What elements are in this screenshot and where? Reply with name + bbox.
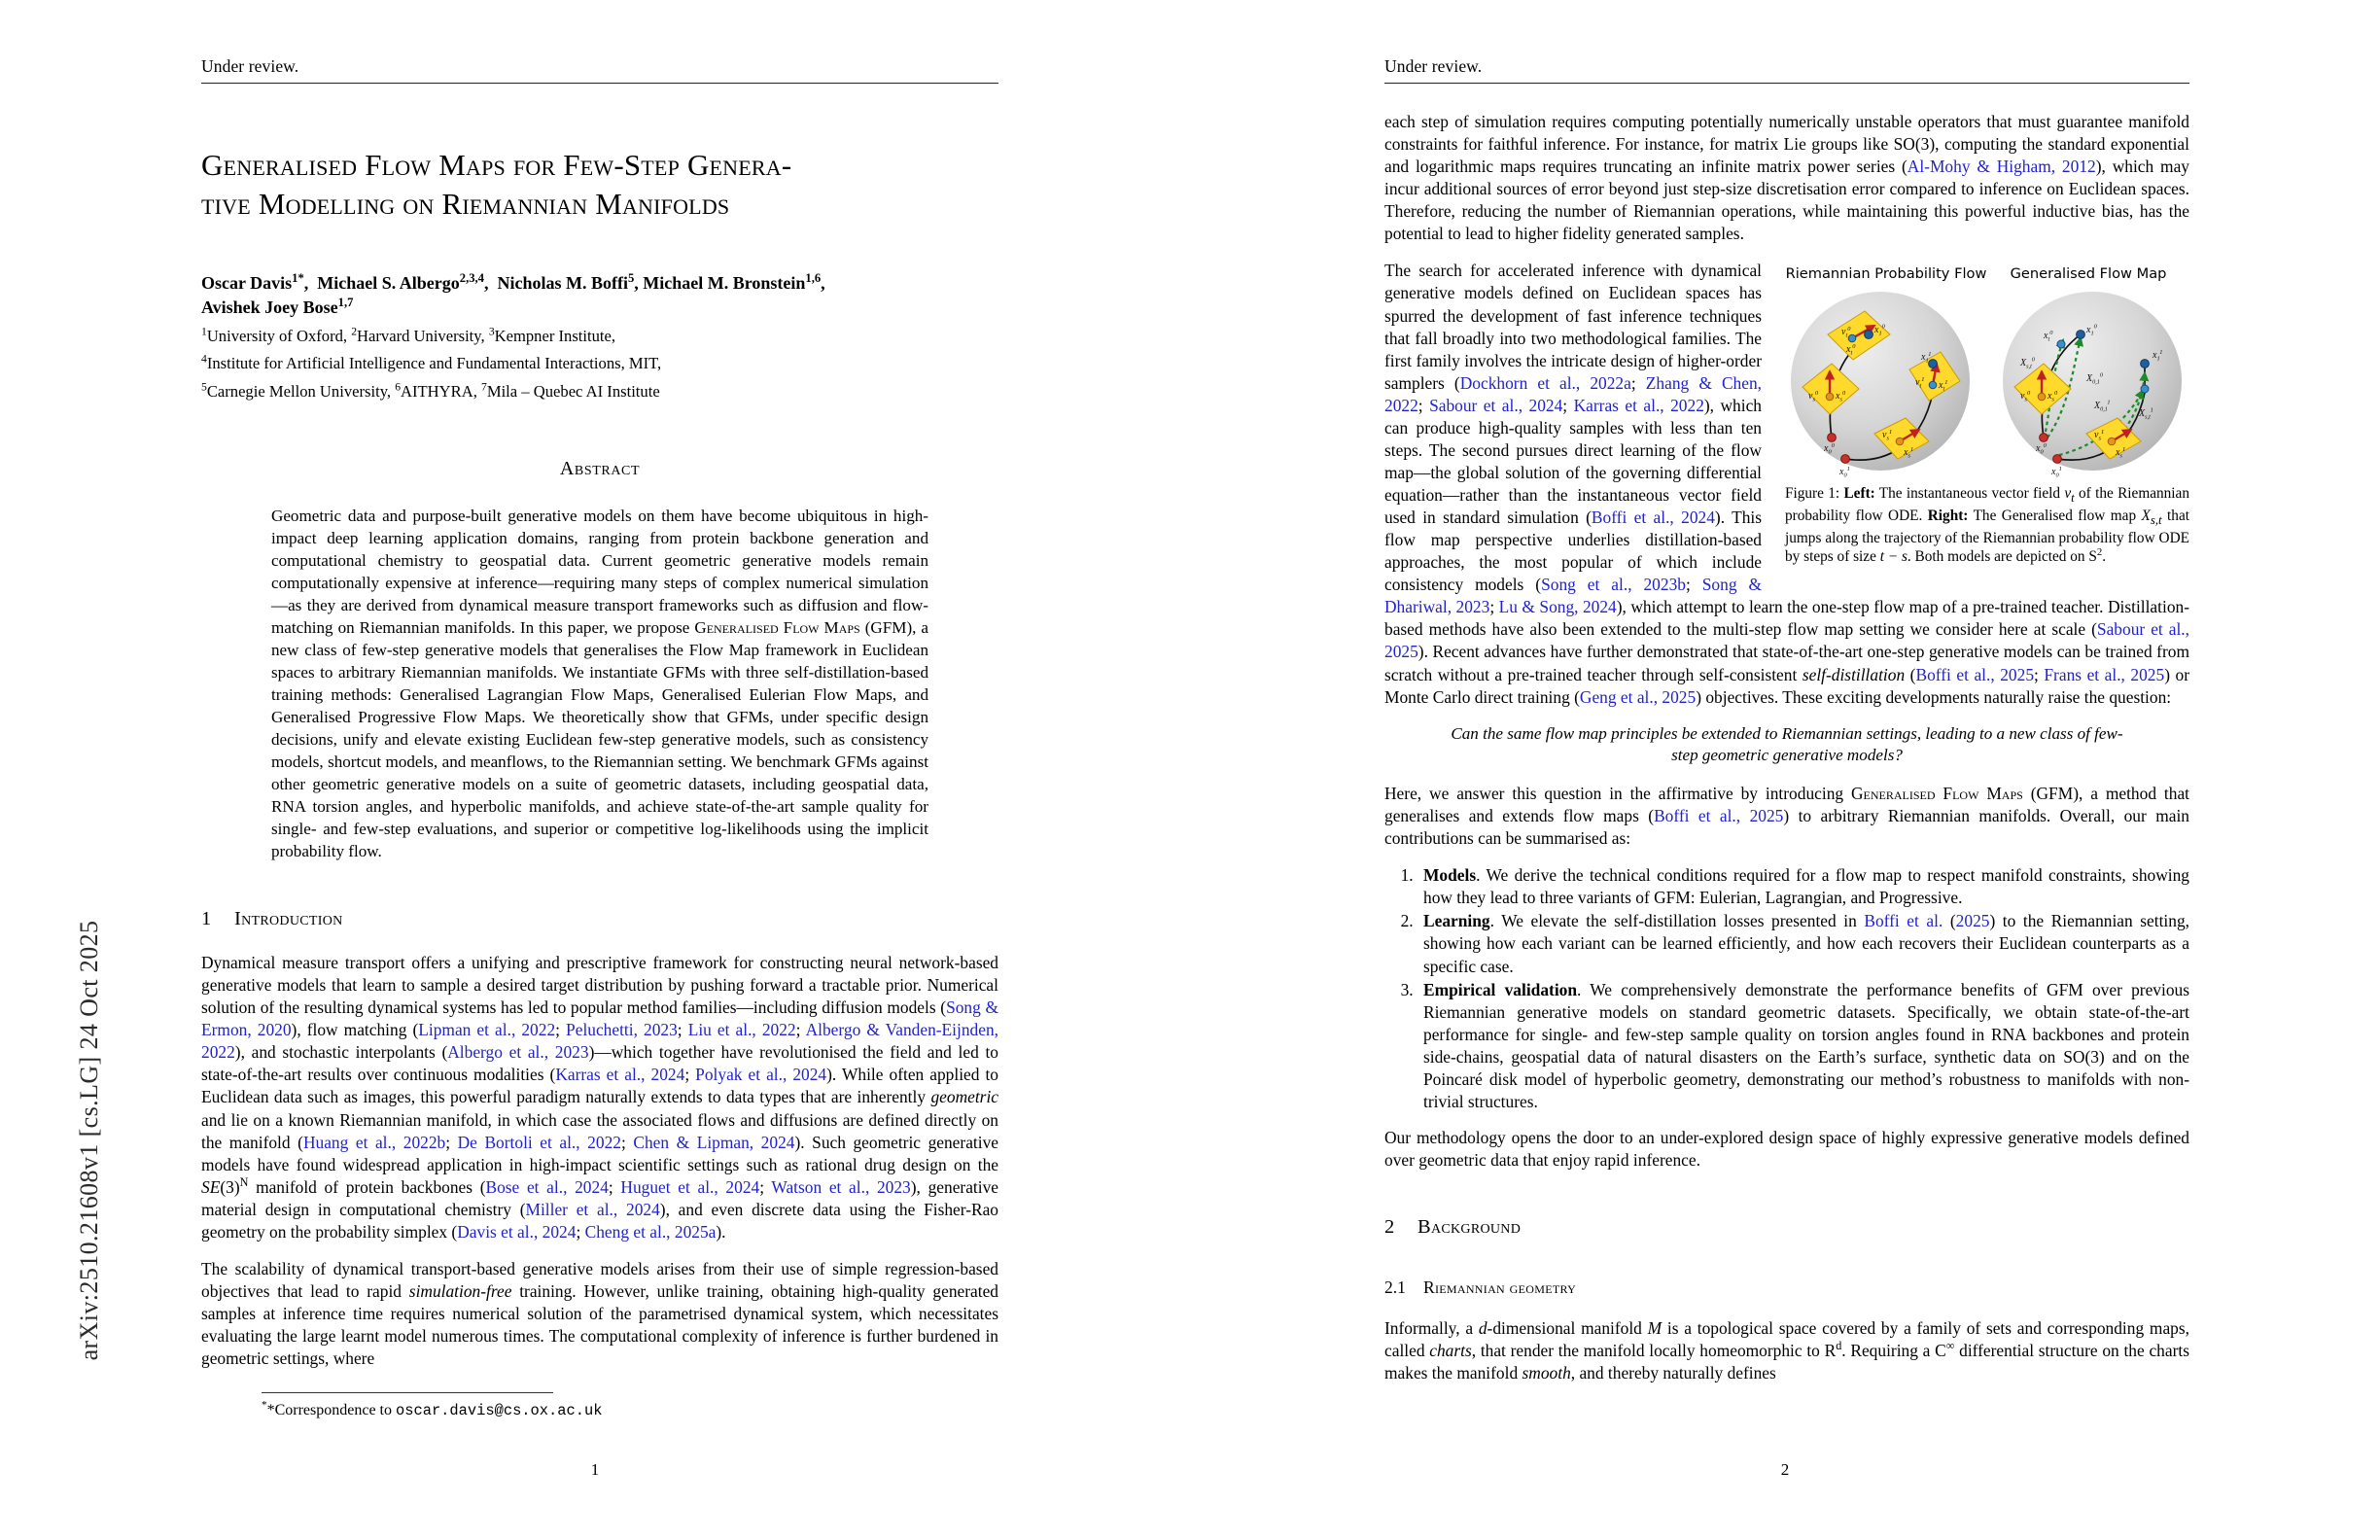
citation-link[interactable]: Liu et al., 2022 — [687, 1020, 796, 1040]
label-X-st-0: $X_{s,t}^0$ — [2020, 356, 2035, 370]
citation-link[interactable]: Sabour et al., 2025 — [1384, 619, 2189, 662]
label-v-t-1: $v_t^1$ — [1915, 376, 1925, 390]
list-item: 3. Empirical validation. We comprehensively demonstrate the performance benefits of GFM over previous Riemannian generative models on standard geometric datasets. Specifically, we obtain state-of-the-art performance for single- and few-step sample quality on torsion angles found in RNA backbones and protein side-chains, geospatial data of natural disasters on the Earth’s surface, synthetic data on SO(3) and on the Poincaré disk model of hyperbolic geometry, demonstrating our method’s robustness to manifolds with non-trivial structures. — [1418, 979, 2189, 1113]
label-X-01-1: $X_{0,1}^1$ — [2094, 399, 2111, 413]
point-xt-0-right — [2057, 340, 2065, 348]
figure-caption-label: Figure 1: — [1785, 485, 1840, 503]
citation-link[interactable]: Boffi et al., 2024 — [1591, 508, 1715, 528]
citation-link[interactable]: Albergo et al., 2023 — [447, 1042, 589, 1063]
section-heading-background — [1384, 1216, 2189, 1239]
point-x0-0 — [1828, 434, 1837, 442]
point-x0-1-right — [2053, 455, 2062, 464]
citation-link[interactable]: Lu & Song, 2024 — [1498, 597, 1617, 617]
figure-caption: Figure 1: Left: The instantaneous vector field $v_t$ of the Riemannian probability flow ODE. Right: The Generalised flow map $X_{s,t}$ that jumps along the trajectory of the Riemannian probability flow ODE by steps of size t − s. Both models are depicted on $S^2$. — [1785, 485, 2189, 566]
abstract-heading: Abstract — [559, 458, 641, 480]
label-x-s-1-right: $x_s^1$ — [2116, 446, 2126, 460]
footnote-label: *Correspondence to — [266, 1402, 396, 1419]
contribution-label: Learning — [1423, 911, 1490, 931]
label-x1-1-right: $x_1^1$ — [2152, 349, 2163, 363]
label-X-st-1: $X_{s,t}^1$ — [2139, 406, 2153, 421]
label-x0-1: $x_0^1$ — [1839, 466, 1850, 479]
point-x1-0 — [1865, 331, 1873, 339]
paragraph-p2-2: The search for accelerated inference with dynamical generative models defined on Euclidean spaces has spurred the development of fast inference techniques that fall broadly into two methodological families. The first family involves the intricate design of higher-order samplers (Dockhorn et al., 2022a; Zhang & Chen, 2022; Sabour et al., 2024; Karras et al., 2022), which can produce high-quality samples with less than ten steps. The second pursues direct learning of the flow map—the global solution of the governing differential equation—rather than the instantaneous vector field used in standard simulation (Boffi et al., 2024). This flow map perspective underlies distillation-based approaches, the most popular of which include consistency models (Song et al., 2023b; Song & Dhariwal, 2023; Lu & Song, 2024), which attempt to learn the one-step flow map of a pre-trained teacher. Distillation-based methods have also been extended to the multi-step flow map setting we consider here at scale (Sabour et al., 2025). Recent advances have further demonstrated that state-of-the-art one-step generative models can be trained from scratch without a pre-trained teacher through self-consistent self-distillation (Boffi et al., 2025; Frans et al., 2025) or Monte Carlo direct training (Geng et al., 2025) objectives. These exciting developments naturally raise the question: — [1384, 261, 2190, 707]
running-head: Under review. — [201, 0, 998, 84]
page-number-right: 2 — [1780, 1460, 1790, 1479]
point-x0-1 — [1841, 455, 1850, 464]
page-2 — [1190, 0, 2380, 1540]
figure-caption-bold-right: Right: — [1927, 507, 1969, 524]
section-number: 1 — [201, 908, 212, 930]
label-x1-0: $x_1^0$ — [1874, 323, 1885, 337]
sphere-left-panel — [1791, 292, 1970, 478]
citation-link[interactable]: Zhang & Chen, 2022 — [1384, 372, 1762, 415]
label-v-s-0-right: $v_s^0$ — [2020, 390, 2031, 403]
research-question: Can the same flow map principles be extended to Riemannian settings, leading to a new class of few-step geometric generative models? — [1451, 723, 2123, 765]
citation-link[interactable]: Polyak et al., 2024 — [695, 1065, 827, 1085]
subsection-number: 2.1 — [1384, 1278, 1406, 1298]
label-x-s-0: $x_s^0$ — [1836, 390, 1846, 403]
label-x-t-0: $x_t^0$ — [1846, 343, 1856, 357]
citation-link[interactable]: Geng et al., 2025 — [1579, 686, 1697, 707]
point-x0-0-right — [2040, 434, 2048, 442]
page-number-left: 1 — [590, 1460, 600, 1479]
citation-link[interactable]: Cheng et al., 2025a — [584, 1221, 717, 1242]
figure-sphere-diagram — [1785, 284, 2189, 478]
label-x1-1: $x_1^1$ — [1921, 351, 1932, 365]
affiliation-line-1: $^1$University of Oxford, $^2$Harvard University, $^3$Kempner Institute, — [201, 325, 616, 345]
citation-link[interactable]: 2025 — [1955, 911, 1990, 931]
section-heading-introduction — [201, 908, 998, 930]
page-title-line-1: Generalised Flow Maps for Few-Step Genera- — [201, 148, 792, 182]
label-x0-1-right: $x_0^1$ — [2051, 466, 2062, 479]
list-item — [1418, 864, 2189, 909]
label-xt-0-right: $x_t^0$ — [2044, 330, 2053, 343]
citation-link[interactable]: Lipman et al., 2022 — [418, 1020, 556, 1040]
correspondence-email[interactable]: oscar.davis@cs.ox.ac.uk — [396, 1402, 603, 1420]
paragraph-intro-1: Dynamical measure transport offers a unifying and prescriptive framework for constructing neural network-based generative models that learn to sample a desired target distribution by pushing forward a tractable prior. Numerical solution of the resulting dynamical systems has led to popular method families—including diffusion models (Song & Ermon, 2020), flow matching (Lipman et al., 2022; Peluchetti, 2023; Liu et al., 2022; Albergo & Vanden-Eijnden, 2022), and stochastic interpolants (Albergo et al., 2023)—which together have revolutionised the field and led to state-of-the-art results over continuous modalities (Karras et al., 2024; Polyak et al., 2024). While often applied to Euclidean data such as images, this powerful paradigm naturally extends to data types that are inherently geometric and lie on a known Riemannian manifold, in which case the associated flows and diffusions are defined directly on the manifold (Huang et al., 2022b; De Bortoli et al., 2022; Chen & Lipman, 2024). Such geometric generative models have found widespread application in high-impact scientific settings such as rational drug design on the $SE(3)^N$ manifold of protein backbones (Bose et al., 2024; Huguet et al., 2024; Watson et al., 2023), generative material design in computational chemistry (Miller et al., 2024), and even discrete data using the Fisher-Rao geometry on the probability simplex (Davis et al., 2024; Cheng et al., 2025a). — [201, 953, 999, 1242]
paragraph-p2-3: Here, we answer this question in the affirmative by introducing Generalised Flow Maps (GFM), a method that generalises and extends flow maps (Boffi et al., 2025) to arbitrary Riemannian manifolds. Overall, our main contributions can be summarised as: — [1384, 784, 2190, 849]
section-number: 2 — [1384, 1216, 1395, 1239]
point-x1-1-right — [2141, 360, 2150, 368]
footnote-rule — [262, 1392, 553, 1393]
affiliation-line-2: $^4$Institute for Artificial Intelligence and Fundamental Interactions, MIT, — [201, 352, 662, 373]
page-1-content — [201, 0, 998, 1384]
sphere-right-panel — [2003, 292, 2182, 478]
citation-link[interactable]: Boffi et al. — [1864, 911, 1943, 931]
paragraph-p2-5: Informally, a d-dimensional manifold M is a topological space covered by a family of sets and corresponding maps, called charts, that render the manifold locally homeomorphic to $R^d$. Requiring a C∞ differential structure on the charts makes the manifold smooth, and thereby naturally defines — [1384, 1318, 2189, 1383]
page-title-line-2: tive Modelling on Riemannian Manifolds — [201, 187, 730, 222]
section-name: Introduction — [234, 908, 343, 930]
figure-caption-bold-left: Left: — [1843, 485, 1875, 503]
point-xt-1-right — [2141, 385, 2149, 393]
label-x-t-1: $x_t^1$ — [1939, 379, 1948, 393]
citation-link[interactable]: Davis et al., 2024 — [457, 1221, 577, 1242]
subsection-name: Riemannian geometry — [1423, 1278, 1577, 1298]
label-v-s-0: $v_s^0$ — [1808, 390, 1819, 403]
label-x-s-1: $x_s^1$ — [1904, 446, 1914, 460]
figure-panel-title-right: Generalised Flow Map — [2010, 265, 2167, 283]
label-x-s-0-right: $x_s^0$ — [2048, 390, 2058, 403]
citation-link[interactable]: Dockhorn et al., 2022a — [1459, 372, 1631, 393]
list-item: 2. Learning. We elevate the self-distillation losses presented in Boffi et al. (2025) to the Riemannian setting, showing how each variant can be learned efficiently, and how each recovers their Euclidean counterparts as a specific case. — [1418, 910, 2189, 977]
label-v-s-1: $v_s^1$ — [1882, 429, 1893, 442]
label-v-t-0: $v_t^0$ — [1841, 326, 1851, 339]
citation-link[interactable]: Song et al., 2023b — [1541, 575, 1686, 595]
citation-link[interactable]: Karras et al., 2022 — [1573, 395, 1704, 415]
citation-link[interactable]: Peluchetti, 2023 — [566, 1020, 678, 1040]
citation-link[interactable]: Song & Ermon, 2020 — [201, 998, 998, 1040]
contributions-list — [1384, 864, 2189, 1113]
running-head: Under review. — [1384, 0, 2189, 84]
citation-link[interactable]: Chen & Lipman, 2024 — [633, 1132, 795, 1152]
citation-link[interactable]: Boffi et al., 2025 — [1654, 806, 1784, 826]
citation-link[interactable]: Frans et al., 2025 — [2044, 664, 2165, 684]
subsection-heading-riemannian-geometry — [1384, 1278, 2189, 1298]
contribution-label: Empirical validation — [1423, 979, 1578, 999]
author-line-1: Oscar Davis$^{1*}$, Michael S. Albergo$^{2,3,4}$, Nicholas M. Boffi$^5$, Michael M. Bronstein$^{1,6}$, — [201, 270, 825, 293]
citation-link[interactable]: Bose et al., 2024 — [485, 1176, 609, 1197]
section-name: Background — [1418, 1216, 1522, 1239]
citation-link[interactable]: Watson et al., 2023 — [771, 1176, 911, 1197]
label-x1-0-right: $x_1^0$ — [2086, 323, 2097, 337]
citation-link[interactable]: Al-Mohy & Higham, 2012 — [1907, 157, 2096, 177]
sphere-diagram-svg — [1785, 284, 2189, 478]
arxiv-identifier-stamp: arXiv:2510.21608v1 [cs.LG] 24 Oct 2025 — [75, 920, 103, 1361]
footnote-text: **Correspondence to oscar.davis@cs.ox.ac.uk — [262, 1399, 603, 1420]
page-title — [201, 146, 998, 225]
paragraph-p2-4: Our methodology opens the door to an under-explored design space of highly expressive generative models defined over geometric data that enjoy rapid inference. — [1384, 1127, 2189, 1171]
citation-link[interactable]: Sabour et al., 2024 — [1429, 395, 1563, 415]
label-x0-0: $x_0^0$ — [1824, 442, 1835, 456]
figure-panel-titles — [1785, 265, 2189, 282]
figure-1 — [1785, 265, 2189, 567]
abstract-text: Geometric data and purpose-built generative models on them have become ubiquitous in high-impact deep learning application domains, ranging from protein backbone generation and computational chemistry to geospatial data. Current geometric generative models remain computationally expensive at inference—requiring many steps of complex numerical simulation—as they are derived from dynamical measure transport frameworks such as diffusion and flow-matching on Riemannian manifolds. In this paper, we propose Generalised Flow Maps (GFM), a new class of few-step generative models that generalises the Flow Map framework in Euclidean spaces to arbitrary Riemannian manifolds. We instantiate GFMs with three self-distillation-based training methods: Generalised Lagrangian Flow Maps, Generalised Eulerian Flow Maps, and Generalised Progressive Flow Maps. We theoretically show that GFMs, under specific design decisions, unify and elevate existing Euclidean few-step generative models, such as consistency models, shortcut models, and meanflows, to the Riemannian setting. We benchmark GFMs against other geometric generative models on a suite of geometric datasets, including geospatial data, RNA torsion angles, and hyperbolic manifolds, and achieve state-of-the-art sample quality for single- and few-step evaluations, and superior or competitive log-likelihoods using the implicit probability flow. — [271, 507, 928, 861]
figure-panel-title-left: Riemannian Probability Flow — [1785, 265, 1987, 283]
contribution-text: . We derive the technical conditions required for a flow map to respect manifold constraints, showing how they lead to three variants of GFM: Eulerian, Lagrangian, and Progressive. — [1423, 865, 2189, 908]
citation-link[interactable]: Huguet et al., 2024 — [620, 1176, 760, 1197]
citation-link[interactable]: Boffi et al., 2025 — [1915, 664, 2035, 684]
contribution-label: Models — [1423, 865, 1477, 886]
label-x0-0-right: $x_0^0$ — [2036, 442, 2047, 456]
citation-link[interactable]: De Bortoli et al., 2022 — [457, 1132, 621, 1152]
point-x1-0-right — [2077, 331, 2085, 339]
footnote-block — [201, 1392, 998, 1419]
page-2-content — [1384, 0, 2189, 1399]
citation-link[interactable]: Song & Dhariwal, 2023 — [1384, 575, 1763, 617]
paragraph-intro-2: The scalability of dynamical transport-based generative models arises from their use of simple regression-based objectives that lead to rapid simulation-free training. However, unlike training, obtaining high-quality generated samples at inference time requires numerical solution of the parametrised dynamical system, which necessitates evaluating the large learnt model numerous times. The computational complexity of inference is further burdened in geometric settings, where — [201, 1258, 999, 1369]
citation-link[interactable]: Albergo & Vanden-Eijnden, 2022 — [201, 1020, 998, 1063]
affiliation-line-3: $^5$Carnegie Mellon University, $^6$AITHYRA, $^7$Mila – Quebec AI Institute — [201, 380, 660, 401]
citation-link[interactable]: Huang et al., 2022b — [302, 1132, 446, 1152]
paragraph-p2-1: each step of simulation requires computing potentially numerically unstable operators that must guarantee manifold constraints for faithful inference. For instance, for matrix Lie groups like SO(3), computing the standard exponential and logarithmic maps requires truncating an infinite matrix power series (Al-Mohy & Higham, 2012), which may incur additional sources of error beyond just step-size discretisation error compared to inference on Euclidean spaces. Therefore, reducing the number of Riemannian operations, while maintaining this powerful inductive bias, has the potential to lead to higher fidelity generated samples. — [1384, 112, 2189, 244]
point-x1-1 — [1929, 360, 1938, 368]
author-line-2: Avishek Joey Bose$^{1,7}$ — [201, 296, 354, 318]
label-X-01-0: $X_{0,1}^0$ — [2086, 371, 2103, 386]
author-list — [201, 271, 998, 404]
citation-link[interactable]: Miller et al., 2024 — [525, 1199, 660, 1219]
label-v-s-1-right: $v_s^1$ — [2094, 429, 2105, 442]
citation-link[interactable]: Karras et al., 2024 — [555, 1065, 685, 1085]
